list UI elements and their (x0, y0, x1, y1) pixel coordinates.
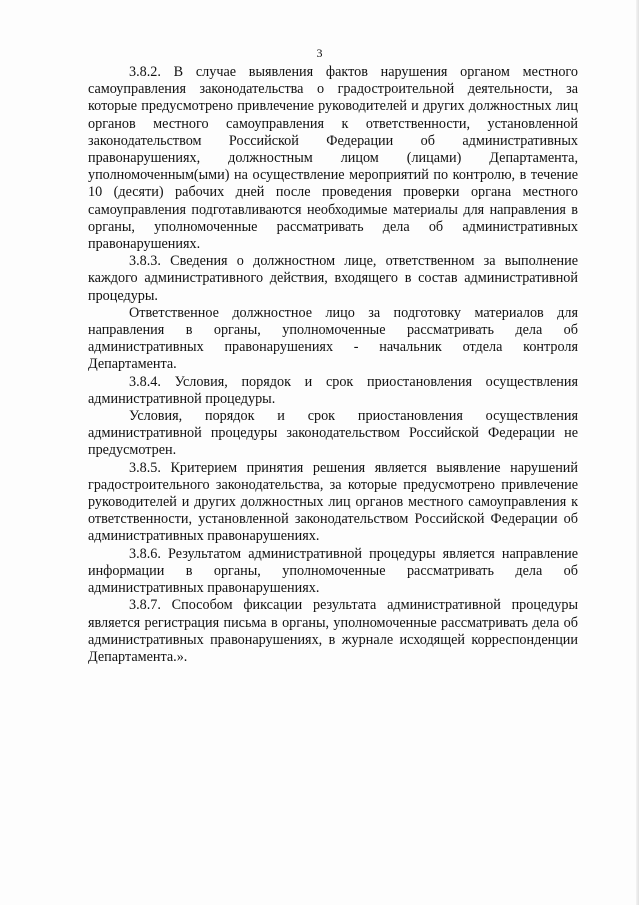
paragraph-3-8-2: 3.8.2. В случае выявления фактов нарушения органом местного самоуправления законодательства о градостроительной деятельности, за которые предусмотрено привлечение руководителей и других должностных лиц органов местного самоуправления к ответственности, установленной законодательством Российской Федерации об административных правонарушениях, должностным лицом (лицами) Департамента, уполномоченным(ыми) на осуществление мероприятий по контролю, в течение 10 (десяти) рабочих дней после проведения проверки органа местного самоуправления подготавливаются необходимые материалы для направления в органы, уполномоченные рассматривать дела об административных правонарушениях. (88, 64, 578, 253)
paragraph-suspension-conditions: Условия, порядок и срок приостановления осуществления административной процедуры законодательством Российской Федерации не предусмотрен. (88, 408, 578, 459)
paragraph-3-8-5: 3.8.5. Критерием принятия решения является выявление нарушений градостроительного законодательства, за которые предусмотрено привлечение руководителей и других должностных лиц органов местного самоуправления к ответственности, установленной законодательством Российской Федерации об административных правонарушениях. (88, 459, 578, 545)
paragraph-3-8-6: 3.8.6. Результатом административной процедуры является направление информации в органы, уполномоченные рассматривать дела об административных правонарушениях. (88, 545, 578, 597)
paragraph-responsible-person: Ответственное должностное лицо за подготовку материалов для направления в органы, уполномоченные рассматривать дела об административных правонарушениях - начальник отдела контроля Департамента. (88, 304, 578, 373)
paragraph-3-8-3: 3.8.3. Сведения о должностном лице, ответственном за выполнение каждого административного действия, входящего в состав административной процедуры. (88, 253, 578, 304)
paragraph-3-8-4: 3.8.4. Условия, порядок и срок приостановления осуществления административной процедуры. (88, 373, 578, 407)
paragraph-3-8-7: 3.8.7. Способом фиксации результата административной процедуры является регистрация письма в органы, уполномоченные рассматривать дела об административных правонарушениях, в журнале исходящей корреспонденции Департамента.». (88, 597, 578, 665)
document-body (88, 64, 578, 666)
page-number: 3 (316, 46, 323, 60)
